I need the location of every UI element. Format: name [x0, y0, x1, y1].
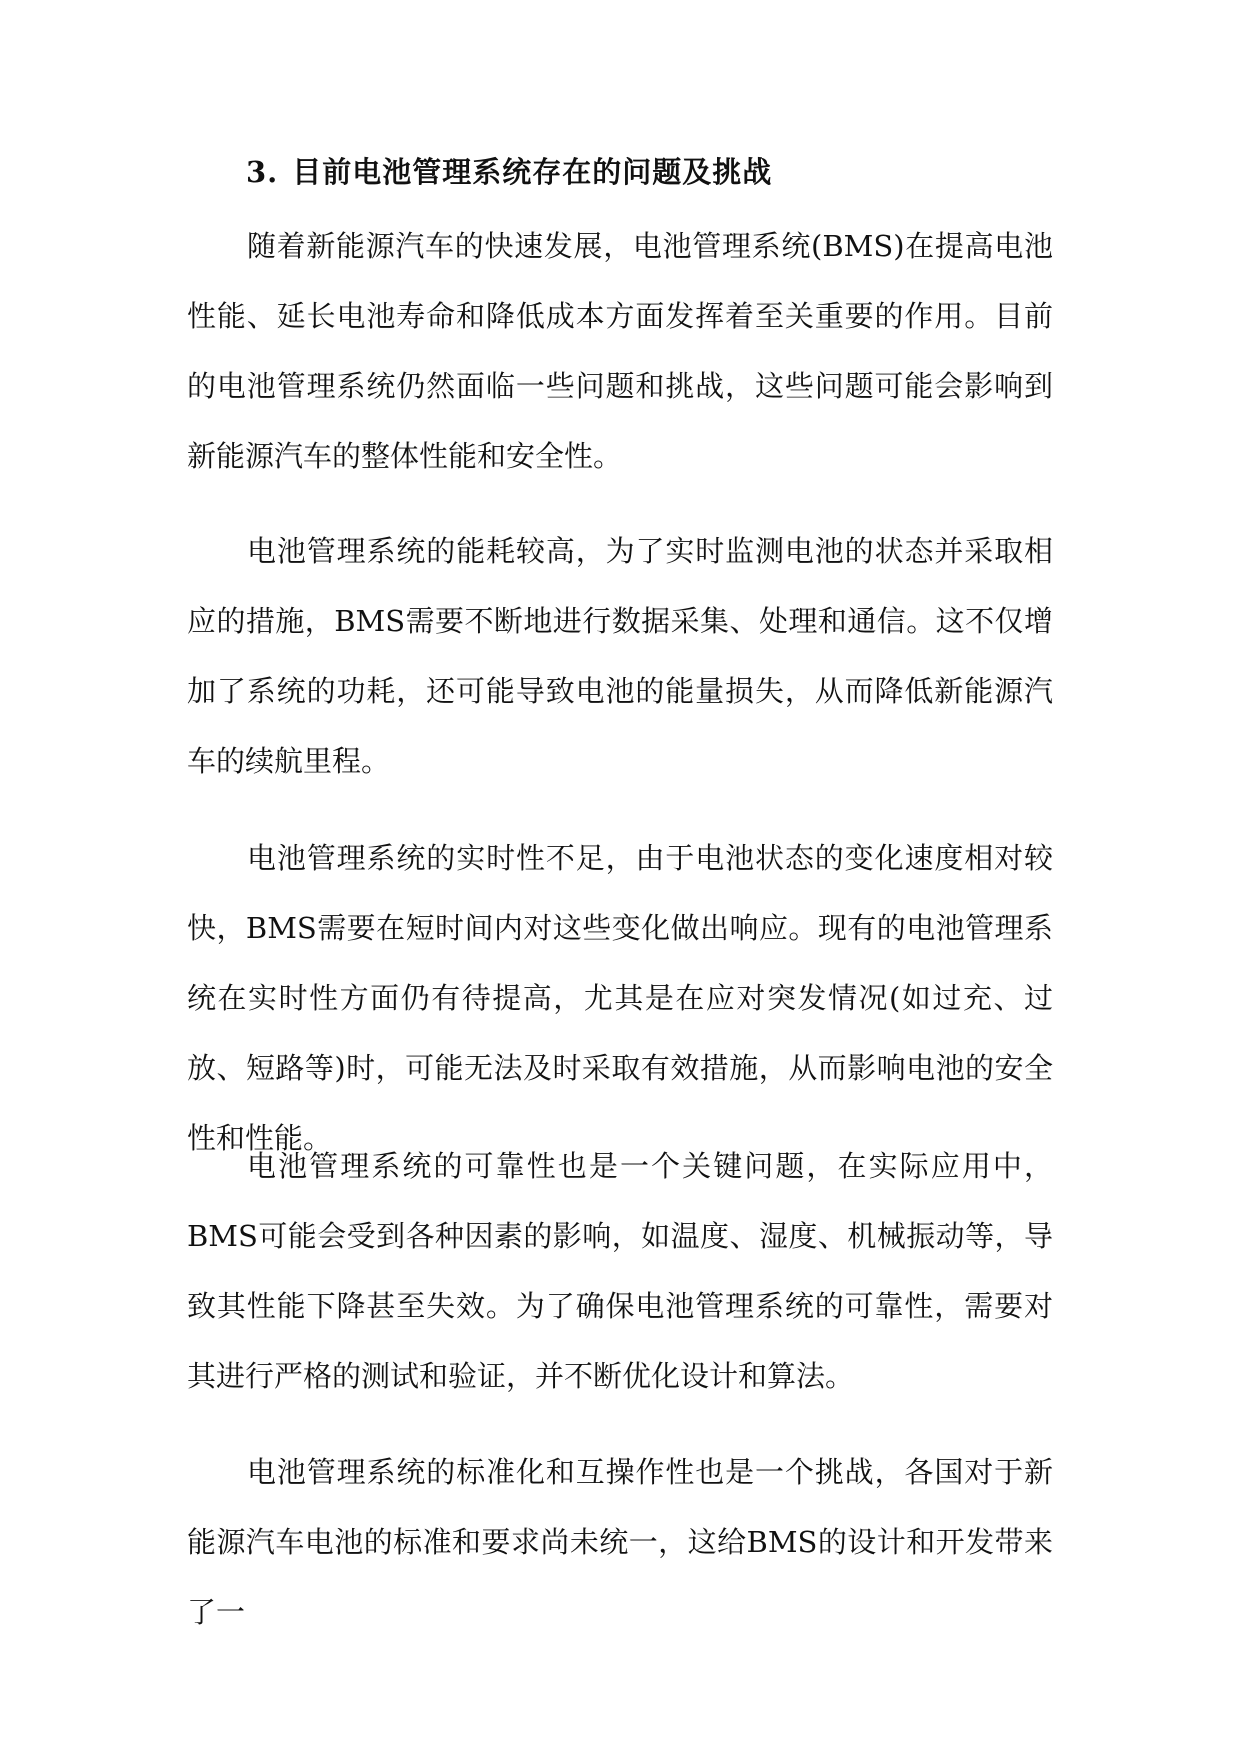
- body-paragraph-5: [187, 1437, 1053, 1647]
- paragraph-text: 随着新能源汽车的快速发展，电池管理系统(BMS)在提高电池性能、延长电池寿命和降低成本方面发挥着至关重要的作用。目前的电池管理系统仍然面临一些问题和挑战，这些问题可能会影响到新能源汽车的整体性能和安全性。: [187, 229, 1053, 473]
- section-number: 3.: [246, 155, 279, 189]
- body-paragraph-1: [187, 211, 1053, 491]
- body-paragraph-4: [187, 1131, 1053, 1411]
- paragraph-text: 电池管理系统的标准化和互操作性也是一个挑战，各国对于新能源汽车电池的标准和要求尚未统一，这给BMS的设计和开发带来了一: [187, 1455, 1053, 1629]
- paragraph-text: 电池管理系统的实时性不足，由于电池状态的变化速度相对较快，BMS需要在短时间内对这些变化做出响应。现有的电池管理系统在实时性方面仍有待提高，尤其是在应对突发情况(如过充、过放、短路等)时，可能无法及时采取有效措施，从而影响电池的安全性和性能。: [187, 841, 1053, 1155]
- section-heading: [246, 146, 772, 198]
- body-paragraph-3: [187, 823, 1053, 1173]
- section-title: 目前电池管理系统存在的问题及挑战: [292, 155, 773, 189]
- body-paragraph-2: [187, 516, 1053, 796]
- paragraph-text: 电池管理系统的能耗较高，为了实时监测电池的状态并采取相应的措施，BMS需要不断地进行数据采集、处理和通信。这不仅增加了系统的功耗，还可能导致电池的能量损失，从而降低新能源汽车的续航里程。: [187, 534, 1053, 778]
- paragraph-text: 电池管理系统的可靠性也是一个关键问题，在实际应用中，BMS可能会受到各种因素的影响，如温度、湿度、机械振动等，导致其性能下降甚至失效。为了确保电池管理系统的可靠性，需要对其进行严格的测试和验证，并不断优化设计和算法。: [187, 1149, 1053, 1393]
